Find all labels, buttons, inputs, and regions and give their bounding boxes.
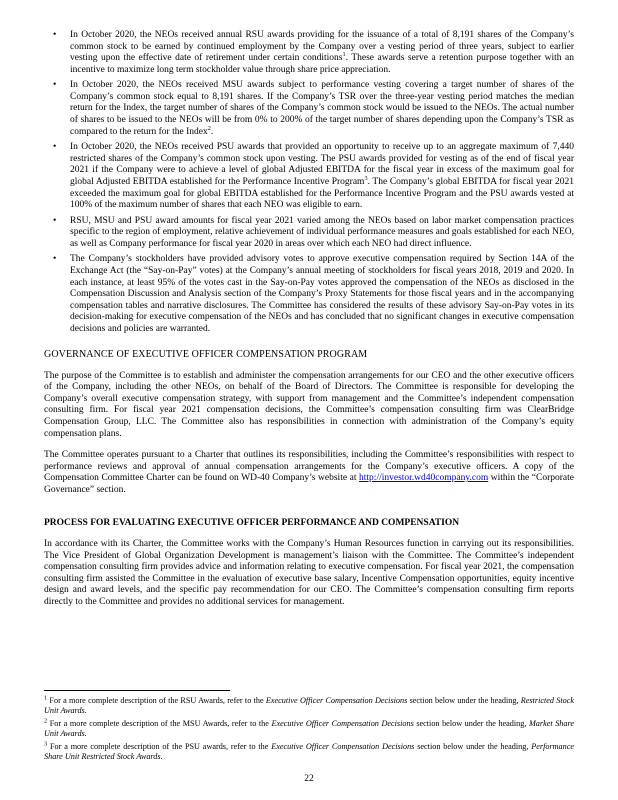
bullet-text: . These awards serve a retention purpose together with an incentive to maximize long term stockholder value through share price appreciation. (70, 53, 574, 75)
paragraph-process: In accordance with its Charter, the Committee works with the Company’s Human Resources function in carrying out its responsibilities. The Vice President of Global Organization Development is management’s liaison with the Committee. The Committee’s independent compensation consulting firm provides advice and information relating to executive compensation. For fiscal year 2021, the compensation consulting firm assisted the Committee in the evaluation of executive base salary, Incentive Compensation opportunities, equity incentive design and award levels, and the specific pay recommendation for our CEO. The Committee’s compensation consulting firm reports directly to the Committee and provides no additional services for management. (44, 539, 574, 607)
footnote-3 (44, 742, 574, 762)
bullet-award-amounts (44, 216, 574, 251)
heading-process: PROCESS FOR EVALUATING EXECUTIVE OFFICER PERFORMANCE AND COMPENSATION (44, 518, 460, 529)
bullet-rsu-awards (44, 30, 574, 76)
bullet-psu-awards (44, 142, 574, 211)
bullet-text: RSU, MSU and PSU award amounts for fiscal year 2021 varied among the NEOs based on labor market compensation practices specific to the region of employment, relative achievement of individual performance measures and goals established for each NEO, as well as Company performance for fiscal year 2020 in areas over which each NEO had direct influence. (70, 215, 574, 249)
footnote-1 (44, 696, 574, 716)
bullet-text: The Company’s stockholders have provided advisory votes to approve executive compensation required by Section 14A of the Exchange Act (the “Say-on-Pay” votes) at the Company’s annual meeting of stockholders for fiscal years 2018, 2019 and 2020. In each instance, at least 95% of the votes cast in the Say-on-Pay votes approved the compensation of the NEOs as disclosed in the Compensation Discussion and Analysis section of the Company’s Proxy Statements for those fiscal years and in the accompanying compensation tables and narrative disclosures. The Committee has considered the results of these advisory Say-on-Pay votes in its decision-making for executive compensation of the NEOs and has concluded that no significant changes in executive compensation decisions and policies are warranted. (70, 254, 574, 334)
footnotes-section (44, 690, 574, 765)
paragraph-governance-charter (44, 450, 574, 496)
footnote-text: For a more complete description of the MSU Awards, refer to the (47, 719, 272, 729)
footnote-italic-heading: Performance Share Unit Restricted Stock Awards. (44, 742, 574, 762)
bullet-text: In October 2020, the NEOs received annual RSU awards providing for the issuance of a total of 8,191 shares of the Company’s common stock to be earned by continued employment by the Company over a vesting period of three years, subject to earlier vesting upon the effective date of retirement under certain conditions (70, 30, 574, 64)
footnote-ref-1: 1 (342, 51, 346, 58)
footnote-text: For a more complete description of the PSU awards, refer to the (47, 742, 272, 752)
page-number: 22 (304, 774, 314, 785)
paragraph-governance-purpose: The purpose of the Committee is to establish and administer the compensation arrangements for our CEO and the other executive officers of the Company, including the other NEOs, on behalf of the Board of Directors. The Committee is responsible for developing the Company’s overall executive compensation strategy, with support from management and the Committee’s independent compensation consulting firm. For fiscal year 2021 compensation decisions, the Committee’s compensation consulting firm was ClearBridge Compensation Group, LLC. The Committee also has responsibilities in connection with administration of the Company’s equity compensation plans. (44, 370, 574, 439)
investor-website-link[interactable]: http://investor.wd40company.com (359, 473, 489, 484)
bullet-text: In October 2020, the NEOs received PSU awards that provided an opportunity to receive up to an aggregate maximum of 7,440 restricted shares of the Company’s common stock upon vesting. The PSU awards provided for vesting as of the end of fiscal year 2021 if the Company were to achieve a level of global Adjusted EBITDA for the fiscal year in excess of the maximum goal for global Adjusted EBITDA established for the Performance Incentive Program (70, 142, 574, 187)
paragraph-text: within the “Corporate Governance” section. (44, 473, 574, 495)
bullet-msu-awards (44, 80, 574, 138)
bullet-text: In October 2020, the NEOs received MSU awards subject to performance vesting covering a target number of shares of the Company’s common stock equal to 8,191 shares. If the Company’s TSR over the three-year vesting period matches the median return for the Index, the target number of shares of the Company’s common stock would be issued to the NEOs. The actual number of shares to be issued to the NEOs will be from 0% to 200% of the target number of shares depending upon the Company’s TSR as compared to the return for the Index (70, 80, 574, 137)
footnote-ref-2: 2 (207, 124, 211, 132)
footnote-number: 2 (44, 717, 48, 725)
footnote-text: section below under the heading, (413, 719, 529, 729)
footnote-divider (44, 690, 230, 691)
bullet-text: . The Company’s global EBITDA for fiscal year 2021 exceeded the maximum goal for global EBITDA established for the Performance Incentive Program and the PSU awards vested at 100% of the maximum number of shares that each NEO was eligible to earn. (70, 176, 575, 211)
footnote-italic-section: Executive Officer Compensation Decisions (271, 719, 414, 729)
footnote-italic-section: Executive Officer Compensation Decisions (265, 696, 408, 706)
footnote-italic-heading: Restricted Stock Unit Awards. (44, 696, 574, 716)
heading-governance: GOVERNANCE OF EXECUTIVE OFFICER COMPENSATION PROGRAM (44, 349, 368, 361)
footnote-2 (44, 719, 574, 739)
footnote-text: For a more complete description of the RSU Awards, refer to the (47, 696, 266, 706)
bullet-say-on-pay (44, 254, 574, 335)
bullet-list (44, 30, 574, 339)
footnote-number: 1 (44, 694, 48, 702)
footnote-italic-heading: Market Share Unit Awards. (44, 719, 574, 739)
footnote-text: section below under the heading, (407, 696, 521, 706)
footnote-text: section below under the heading, (414, 742, 532, 752)
paragraph-text: The Committee operates pursuant to a Charter that outlines its responsibilities, including the Committee’s responsibilities with respect to performance reviews and approval of annual compensation arrangements for the Company’s executive officers. A copy of the Compensation Committee Charter can be found on WD-40 Company’s website at (44, 450, 574, 484)
bullet-text: . (210, 126, 214, 137)
footnote-ref-3: 3 (364, 174, 368, 182)
footnote-italic-section: Executive Officer Compensation Decisions (271, 742, 415, 752)
footnote-number: 3 (44, 740, 48, 748)
